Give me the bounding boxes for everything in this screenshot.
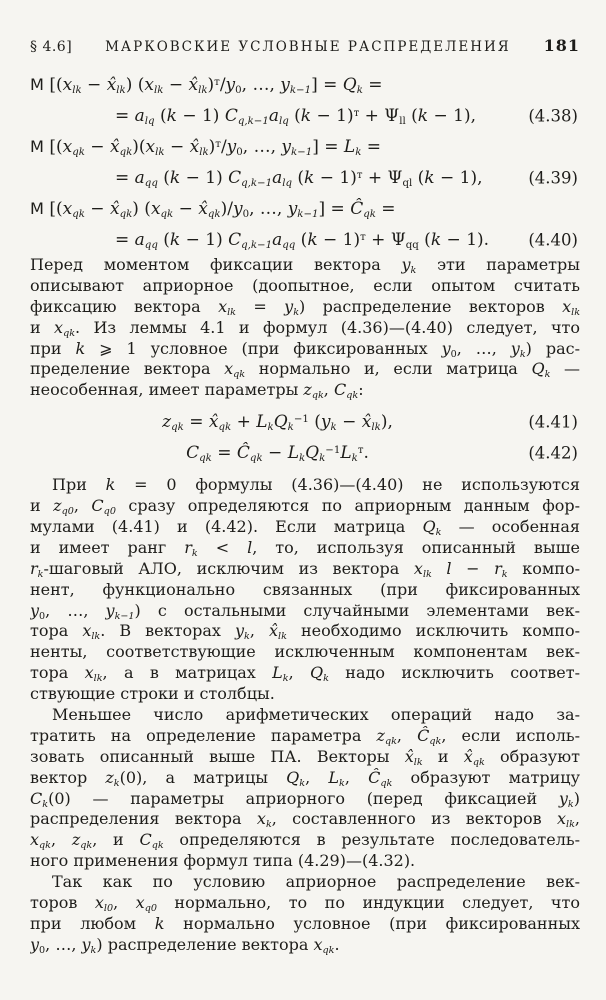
text-line: при k ⩾ 1 условное (при фиксированных $y_0$, …, $y_k$) рас- bbox=[30, 338, 580, 360]
equation-number: (4.38) bbox=[528, 106, 578, 125]
equation-math: M [($x_{qk}$ − $x̂_{qk})(x_{lk}$ − $x̂_{lk})^т/y_0$, …, $y_{k-1}] = L_k$ = bbox=[30, 136, 382, 158]
text-line: ствующие строки и столбцы. bbox=[30, 684, 275, 704]
equation-math: = $a_{lq}$ (k − 1) $C_{q,k-1}a_{lq}$ $(k - 1)^т + \Psi_{ll}$ (k − 1), bbox=[115, 105, 476, 127]
text-line: тора $x_{lk}$. В векторах $y_k$, $x̂_{lk}$ необходимо исключить компо- bbox=[30, 621, 580, 643]
equation-line bbox=[30, 224, 580, 255]
text-line: нент, функционально связанных (при фиксированных bbox=[30, 579, 580, 599]
text-line: при любом k нормально условное (при фиксированных bbox=[30, 913, 580, 933]
text-line: фиксацию вектора $x_{lk} = y_k$) распределение векторов $x_{lk}$ bbox=[30, 296, 580, 318]
text-line: тратить на определение параметра $z_{qk}$, $Ĉ_{qk}$, если исполь- bbox=[30, 725, 580, 747]
equation-line bbox=[30, 69, 580, 100]
equation-line bbox=[30, 131, 580, 162]
text-line: тора $x_{lk}$, а в матрицах $L_k$, $Q_k$ надо исключить соответ- bbox=[30, 663, 580, 685]
text-line: мулами (4.41) и (4.42). Если матрица $Q_k$ — особенная bbox=[30, 517, 580, 538]
equation-number: (4.39) bbox=[528, 168, 578, 187]
equation-line bbox=[30, 193, 580, 224]
equation-line bbox=[30, 437, 580, 468]
paragraph bbox=[30, 475, 580, 705]
equation-math: $C_{qk}$ = $Ĉ_{qk} - L_kQ_k^{-1}L_k^т$. bbox=[186, 442, 369, 464]
equation-math: M [($x_{lk}$ − $x̂_{lk}$) ($x_{lk}$ − $x̂_{lk})^т/y_0$, …, $y_{k-1}] = Q_k$ = bbox=[30, 74, 383, 96]
text-line: $x_{qk}$, $z_{qk}$, и $C_{qk}$ определяются в результате последователь- bbox=[30, 830, 580, 852]
text-line: и $x_{qk}$. Из леммы 4.1 и формул (4.36)—(4.40) следует, что bbox=[30, 317, 580, 339]
equation-number: (4.41) bbox=[528, 412, 578, 432]
text-line: $r_k$-шаговый АЛО, исключим из вектора $x_{lk}$ $l - r_k$ компо- bbox=[30, 558, 580, 580]
page-header bbox=[30, 36, 580, 55]
equation-math: = $a_{qq}$ (k − 1) $C_{q,k-1}a_{qq}$ $(k - 1)^т + \Psi_{qq}$ (k − 1). bbox=[115, 229, 490, 251]
text-line: зовать описанный выше ПА. Векторы $x̂_{lk}$ и $x̂_{qk}$ образуют bbox=[30, 746, 580, 768]
equation-math: M [($x_{qk}$ − $x̂_{qk}$) ($x_{qk}$ − $x̂_{qk})/y_0$, …, $y_{k-1}$] = $Ĉ_{qk}$ = bbox=[30, 198, 396, 220]
equation-math: $z_{qk}$ = $x̂_{qk} + L_kQ_k^{-1}$ ($y_k$ − $x̂_{lk}$), bbox=[162, 411, 393, 433]
equation-line bbox=[30, 162, 580, 193]
text-line: пределение вектора $x_{qk}$ нормально и, если матрица $Q_k$ — bbox=[30, 359, 580, 381]
text-line: и $z_{q0}$, $C_{q0}$ сразу определяются по априорным данным фор- bbox=[30, 496, 580, 517]
paragraph bbox=[30, 872, 580, 956]
equation-number: (4.42) bbox=[528, 443, 578, 463]
text-line: $y_0$, …, $y_{k-1}$) с остальными случайными элементами век- bbox=[30, 600, 580, 622]
text-line: ненты, соответствующие исключенным компонентам век- bbox=[30, 642, 580, 662]
equation-block-mid bbox=[30, 406, 580, 468]
text-line: Перед моментом фиксации вектора $y_k$ эти параметры bbox=[30, 255, 580, 276]
text-line: вектор $z_k(0)$, а матрицы $Q_k$, $L_k$, $Ĉ_{qk}$ образуют матрицу bbox=[30, 767, 580, 789]
text-line: При k = 0 формулы (4.36)—(4.40) не используются bbox=[52, 475, 580, 495]
text-line: Меньшее число арифметических операций надо за- bbox=[52, 705, 580, 725]
equation-math: = $a_{qq}$ (k − 1) $C_{q,k-1}a_{lq}$ $(k - 1)^т + \Psi_{ql}$ (k − 1), bbox=[115, 167, 483, 189]
equation-block-top bbox=[30, 69, 580, 255]
text-line: $y_0$, …, $y_k$) распределение вектора $x_{qk}$. bbox=[30, 934, 340, 956]
text-line: ного применения формул типа (4.29)—(4.32). bbox=[30, 851, 416, 871]
section-label: § 4.6] bbox=[30, 39, 73, 55]
text-line: Так как по условию априорное распределение век- bbox=[52, 872, 580, 892]
text-line: $C_k(0)$ — параметры априорного (перед фиксацией $y_k$) bbox=[30, 788, 580, 810]
text-line: торов $x_{l0}$, $x_{q0}$ нормально, то по индукции следует, что bbox=[30, 893, 580, 914]
text-line: распределения вектора $x_k$, составленного из векторов $x_{lk}$, bbox=[30, 809, 580, 831]
page-number: 181 bbox=[543, 36, 580, 55]
paragraph bbox=[30, 255, 580, 401]
running-title: МАРКОВСКИЕ УСЛОВНЫЕ РАСПРЕДЕЛЕНИЯ bbox=[105, 39, 511, 55]
equation-line bbox=[30, 406, 580, 437]
equation-number: (4.40) bbox=[528, 230, 578, 249]
equation-line bbox=[30, 100, 580, 131]
text-line: неособенная, имеет параметры $z_{qk}$, $C_{qk}$: bbox=[30, 380, 364, 402]
paragraph bbox=[30, 705, 580, 872]
text-line: описывают априорное (доопытное, если опытом считать bbox=[30, 275, 580, 295]
text-line: и имеет ранг $r_k < l$, то, используя описанный выше bbox=[30, 537, 580, 559]
